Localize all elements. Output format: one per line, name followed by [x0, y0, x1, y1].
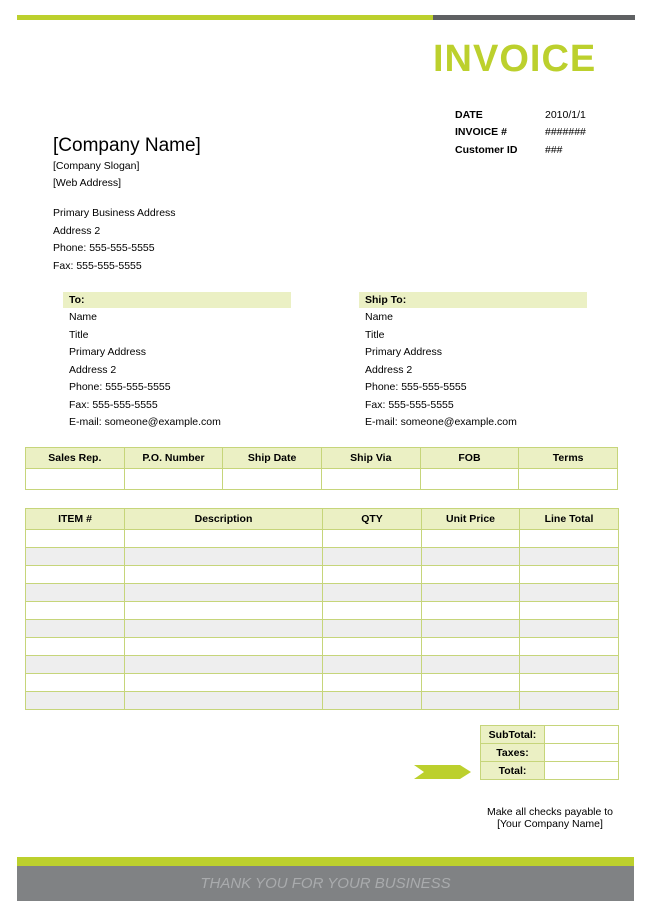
- table-cell[interactable]: [323, 620, 422, 638]
- bill-to-line: Title: [69, 328, 89, 341]
- subtotal-value[interactable]: [545, 726, 619, 744]
- address-line: Address 2: [53, 224, 101, 237]
- taxes-label: Taxes:: [481, 744, 545, 762]
- table-cell[interactable]: [520, 638, 619, 656]
- footer-accent-bar: [17, 857, 634, 866]
- table-row: [26, 620, 619, 638]
- table-cell[interactable]: [323, 584, 422, 602]
- table-cell[interactable]: [26, 469, 125, 490]
- table-cell[interactable]: [125, 620, 323, 638]
- column-header: Description: [125, 509, 323, 530]
- company-name: [Company Name]: [53, 135, 201, 156]
- payable-line: Make all checks payable to: [486, 806, 614, 818]
- table-cell[interactable]: [26, 530, 125, 548]
- address-line: Phone: 555-555-5555: [53, 242, 155, 254]
- table-cell[interactable]: [26, 674, 125, 692]
- order-info-table: [25, 447, 618, 490]
- ship-to-line: Phone: 555-555-5555: [365, 381, 467, 393]
- column-header: FOB: [420, 448, 519, 469]
- table-cell[interactable]: [420, 469, 519, 490]
- meta-label: INVOICE #: [455, 126, 507, 139]
- table-cell[interactable]: [422, 566, 520, 584]
- table-cell[interactable]: [125, 638, 323, 656]
- table-cell[interactable]: [520, 530, 619, 548]
- table-cell[interactable]: [321, 469, 420, 490]
- bill-to-line: Name: [69, 311, 98, 323]
- meta-label: DATE: [455, 108, 483, 121]
- company-address: [53, 205, 176, 275]
- column-header: Sales Rep.: [26, 448, 125, 469]
- column-header: Terms: [519, 448, 618, 469]
- table-cell[interactable]: [520, 656, 619, 674]
- meta-row-customer-id: [455, 141, 586, 159]
- table-cell[interactable]: [519, 469, 618, 490]
- meta-value: ###: [545, 143, 563, 156]
- table-cell[interactable]: [520, 566, 619, 584]
- ship-to-line: Name: [365, 311, 394, 323]
- table-row: [26, 656, 619, 674]
- bill-to-line: Phone: 555-555-5555: [69, 381, 171, 393]
- bill-to-line: Primary Address: [69, 346, 147, 358]
- ship-to-line: E-mail: someone@example.com: [365, 416, 517, 428]
- bill-to-line: Address 2: [69, 363, 117, 376]
- table-row: [26, 602, 619, 620]
- table-cell[interactable]: [422, 692, 520, 710]
- table-cell[interactable]: [422, 584, 520, 602]
- table-cell[interactable]: [125, 602, 323, 620]
- company-slogan: [Company Slogan]: [53, 160, 140, 172]
- taxes-value[interactable]: [545, 744, 619, 762]
- ship-to-heading: Ship To:: [359, 292, 587, 308]
- table-cell[interactable]: [26, 602, 125, 620]
- taxes-row: [481, 744, 619, 762]
- table-cell[interactable]: [520, 692, 619, 710]
- meta-value: 2010/1/1: [545, 108, 586, 121]
- table-cell[interactable]: [422, 548, 520, 566]
- column-header: ITEM #: [26, 509, 125, 530]
- bill-to-heading: To:: [63, 292, 291, 308]
- column-header: QTY: [323, 509, 422, 530]
- table-cell[interactable]: [422, 656, 520, 674]
- table-row: [26, 638, 619, 656]
- bill-to-block: [63, 292, 291, 432]
- table-cell[interactable]: [520, 602, 619, 620]
- ship-to-line: Fax: 555-555-5555: [365, 398, 454, 411]
- items-header-row: [26, 509, 619, 530]
- table-cell[interactable]: [422, 602, 520, 620]
- table-cell[interactable]: [26, 548, 125, 566]
- invoice-title: INVOICE: [433, 38, 597, 80]
- meta-value: #######: [545, 126, 586, 139]
- table-row: [26, 584, 619, 602]
- arrow-right-icon: [414, 763, 472, 781]
- total-value[interactable]: [545, 762, 619, 780]
- items-body: [26, 530, 619, 710]
- address-line: Fax: 555-555-5555: [53, 259, 142, 272]
- table-cell[interactable]: [520, 674, 619, 692]
- order-info-row: [26, 469, 618, 490]
- table-cell[interactable]: [125, 656, 323, 674]
- table-cell[interactable]: [26, 584, 125, 602]
- address-line: Primary Business Address: [53, 207, 176, 219]
- payable-line: [Your Company Name]: [497, 818, 603, 830]
- subtotal-label: SubTotal:: [481, 726, 545, 744]
- table-row: [26, 548, 619, 566]
- ship-to-line: Address 2: [365, 363, 413, 376]
- table-cell[interactable]: [323, 692, 422, 710]
- footer-thank-you: THANK YOU FOR YOUR BUSINESS: [17, 866, 634, 901]
- table-cell[interactable]: [422, 674, 520, 692]
- table-cell[interactable]: [422, 620, 520, 638]
- meta-row-invoice-number: [455, 124, 586, 142]
- table-cell[interactable]: [323, 566, 422, 584]
- subtotal-row: [481, 726, 619, 744]
- table-cell[interactable]: [26, 620, 125, 638]
- ship-to-block: [359, 292, 587, 432]
- order-info-header-row: [26, 448, 618, 469]
- total-label: Total:: [481, 762, 545, 780]
- column-header: Ship Via: [321, 448, 420, 469]
- table-row: [26, 674, 619, 692]
- table-cell[interactable]: [422, 638, 520, 656]
- meta-label: Customer ID: [455, 143, 518, 156]
- table-cell[interactable]: [26, 656, 125, 674]
- table-cell[interactable]: [125, 548, 323, 566]
- table-cell[interactable]: [323, 638, 422, 656]
- payable-note: [470, 806, 630, 830]
- ship-to-line: Title: [365, 328, 385, 341]
- table-cell[interactable]: [520, 584, 619, 602]
- table-cell[interactable]: [125, 584, 323, 602]
- table-cell[interactable]: [323, 674, 422, 692]
- table-cell[interactable]: [26, 566, 125, 584]
- column-header: Ship Date: [223, 448, 322, 469]
- table-cell[interactable]: [520, 620, 619, 638]
- table-cell[interactable]: [323, 602, 422, 620]
- table-row: [26, 692, 619, 710]
- table-cell[interactable]: [520, 548, 619, 566]
- table-cell[interactable]: [26, 638, 125, 656]
- table-cell[interactable]: [125, 674, 323, 692]
- invoice-meta: [455, 106, 586, 159]
- items-table: [25, 508, 619, 710]
- table-cell[interactable]: [323, 548, 422, 566]
- table-cell[interactable]: [422, 530, 520, 548]
- table-row: [26, 530, 619, 548]
- total-row: [481, 762, 619, 780]
- top-accent-bar: [17, 15, 433, 20]
- top-dark-bar: [433, 15, 635, 20]
- table-cell[interactable]: [323, 530, 422, 548]
- column-header: Line Total: [520, 509, 619, 530]
- table-cell[interactable]: [125, 566, 323, 584]
- bill-to-line: E-mail: someone@example.com: [69, 416, 221, 428]
- ship-to-line: Primary Address: [365, 346, 443, 358]
- bill-to-line: Fax: 555-555-5555: [69, 398, 158, 411]
- column-header: P.O. Number: [124, 448, 223, 469]
- company-web-address: [Web Address]: [53, 177, 122, 189]
- table-cell[interactable]: [26, 692, 125, 710]
- table-cell[interactable]: [125, 692, 323, 710]
- column-header: Unit Price: [422, 509, 520, 530]
- table-cell[interactable]: [125, 530, 323, 548]
- table-row: [26, 566, 619, 584]
- meta-row-date: [455, 106, 586, 124]
- totals-table: [480, 725, 619, 780]
- table-cell[interactable]: [124, 469, 223, 490]
- table-cell[interactable]: [223, 469, 322, 490]
- table-cell[interactable]: [323, 656, 422, 674]
